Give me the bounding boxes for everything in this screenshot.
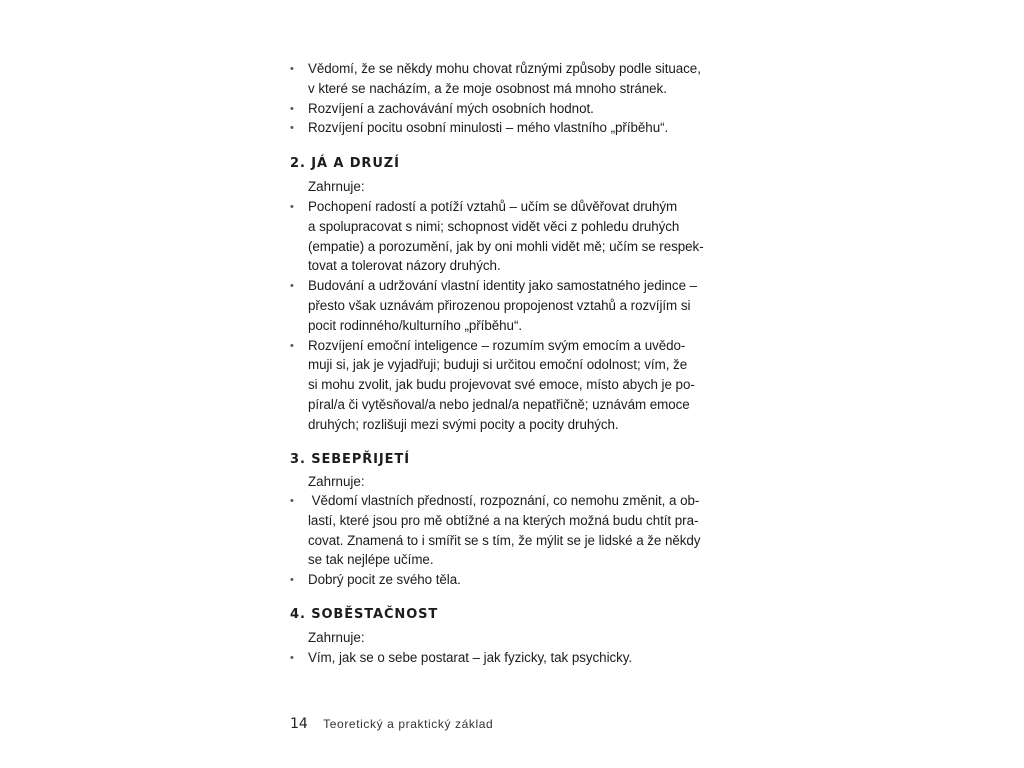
list-item: • Budování a udržování vlastní identity jako samostatného jedince – přesto však uznávám přirozenou propojenost vztahů a rozvíjím si pocit rodinného/kulturního „příběhu“. bbox=[290, 278, 698, 333]
bullet-icon: • bbox=[290, 122, 294, 135]
page-number: 14 bbox=[290, 716, 308, 732]
bullet-icon: • bbox=[290, 280, 294, 293]
list-item: • Dobrý pocit ze svého těla. bbox=[290, 570, 710, 590]
top-bullet-list bbox=[290, 59, 710, 138]
bullet-icon: • bbox=[290, 201, 294, 213]
section-heading: 3. SEBEPŘIJETÍ bbox=[290, 452, 410, 467]
section-intro: Zahrnuje: bbox=[308, 179, 365, 194]
list-item: • Rozvíjení a zachovávání mých osobních hodnot. bbox=[290, 99, 710, 119]
section-heading: 4. SOBĚSTAČNOST bbox=[290, 607, 439, 622]
list-item: • Pochopení radostí a potíží vztahů – učím se důvěřovat druhým a spolupracovat s nimi; schopnost vidět věci z pohledu druhých (empatie) a porozumění, jak by oni mohli vidět mě; učím se respek- tovat a tolerovat názory druhých. bbox=[290, 199, 704, 274]
bullet-icon: • bbox=[290, 63, 294, 75]
section-bullet-list bbox=[290, 648, 710, 668]
list-item: • Rozvíjení pocitu osobní minulosti – mého vlastního „příběhu“. bbox=[290, 118, 710, 138]
list-item: • Rozvíjení emoční inteligence – rozumím svým emocím a uvědo- muji si, jak je vyjadřuji; buduji si určitou emoční odolnost; vím, že si mohu zvolit, jak budu projevovat své emoce, místo abych je po- píral/a či vytěsňoval/a nebo jednal/a nepatřičně; uznávám emoce druhých; rozlišuji mezi svými pocity a pocity druhých. bbox=[290, 337, 695, 432]
section-intro: Zahrnuje: bbox=[308, 474, 365, 489]
bullet-icon: • bbox=[290, 652, 294, 664]
section-intro: Zahrnuje: bbox=[308, 630, 365, 645]
bullet-icon: • bbox=[290, 574, 294, 587]
list-item: • Vím, jak se o sebe postarat – jak fyzicky, tak psychicky. bbox=[290, 648, 710, 668]
section-bullet-list bbox=[290, 197, 710, 435]
list-item: • Vědomí, že se někdy mohu chovat různými způsoby podle situace, v které se nacházím, a že moje osobnost má mnoho stránek. bbox=[290, 61, 701, 96]
section-heading: 2. JÁ A DRUZÍ bbox=[290, 156, 400, 171]
bullet-icon: • bbox=[290, 102, 294, 115]
list-item: • Vědomí vlastních předností, rozpoznání, co nemohu změnit, a ob- lastí, které jsou pro mě obtížné a na kterých možná budu chtít pra- covat. Znamená to i smířit se s tím, že mýlit se je lidské a že někdy se tak nejlépe učíme. bbox=[290, 493, 701, 568]
page-footer bbox=[290, 716, 493, 732]
bullet-icon: • bbox=[290, 339, 294, 352]
section-bullet-list bbox=[290, 491, 710, 590]
running-title: Teoretický a praktický základ bbox=[323, 717, 494, 731]
bullet-icon: • bbox=[290, 495, 294, 507]
